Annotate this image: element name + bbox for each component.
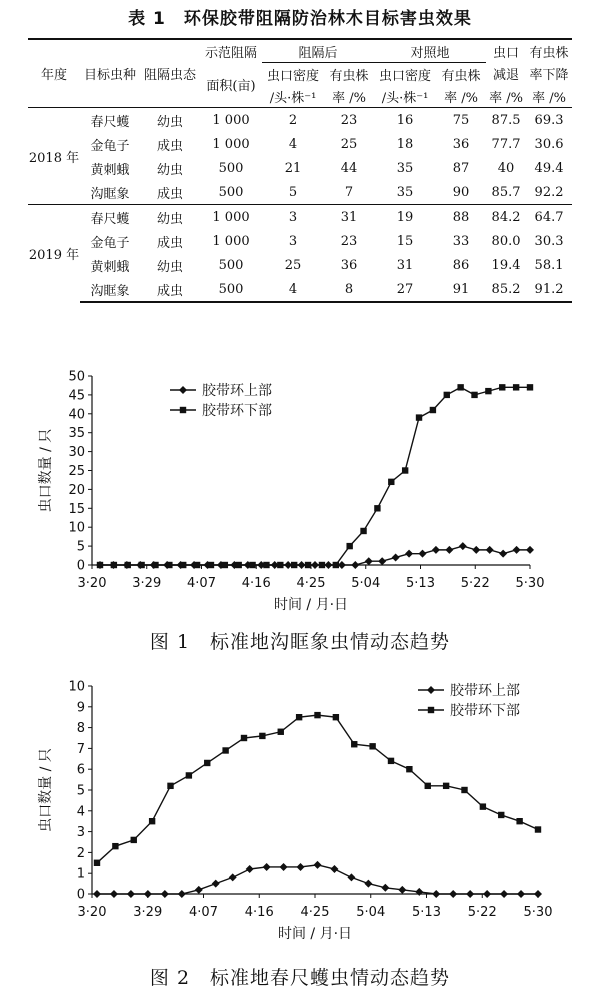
table-cell: 成虫 — [156, 235, 183, 251]
header-stage: 阻隔虫态 — [140, 39, 200, 108]
data-point — [338, 561, 346, 569]
table-cell: 8 — [324, 277, 374, 302]
table-cell: 15 — [396, 233, 414, 249]
data-point — [535, 826, 541, 832]
data-point — [166, 562, 172, 568]
data-point — [378, 557, 386, 565]
data-point — [152, 562, 158, 568]
table-cell: 4 — [262, 277, 324, 302]
table-cell: 85.7 — [491, 184, 521, 200]
data-point — [195, 886, 203, 894]
table-cell: 500 — [218, 184, 244, 200]
header-control: 对照地 — [374, 39, 486, 63]
table-cell: 86 — [452, 257, 470, 273]
y-tick-label: 10 — [68, 520, 85, 536]
data-point — [186, 772, 192, 778]
table-cell: 500 — [218, 257, 244, 273]
data-point — [277, 562, 283, 568]
data-point — [263, 562, 269, 568]
data-point — [111, 562, 117, 568]
table-cell: 36 — [340, 257, 358, 273]
table-cell: 58.1 — [534, 257, 564, 273]
data-point — [449, 890, 457, 898]
data-point — [517, 890, 525, 898]
legend-label: 胶带环下部 — [202, 403, 272, 419]
y-axis-label: 虫口数量 / 只 — [38, 748, 54, 832]
data-point — [443, 783, 449, 789]
table-cell: 成虫 — [140, 277, 200, 302]
table-cell: 幼虫 — [156, 162, 183, 178]
x-tick-label: 4·16 — [241, 576, 271, 591]
series-line — [97, 865, 538, 894]
data-point — [208, 562, 214, 568]
data-point — [432, 890, 440, 898]
table-row — [28, 253, 572, 277]
table-cell: 3 — [262, 205, 324, 230]
y-tick-label: 10 — [68, 679, 85, 695]
data-point — [534, 890, 542, 898]
header-decline-1: 有虫株 — [526, 39, 572, 63]
header-reduction-2: 减退 — [493, 68, 520, 84]
data-point — [246, 865, 254, 873]
data-point — [527, 384, 533, 390]
y-tick-label: 4 — [76, 804, 85, 820]
table-cell: 成虫 — [156, 186, 183, 202]
table-cell: 18 — [396, 136, 414, 152]
header-area-2: 面积(亩) — [206, 79, 256, 95]
data-point — [432, 546, 440, 554]
x-tick-label: 4·07 — [187, 576, 216, 591]
data-point — [296, 714, 302, 720]
data-point — [472, 546, 480, 554]
table-cell: 3 — [288, 233, 298, 249]
header-reduction-3: 率 /% — [489, 90, 523, 106]
header-ctrl-infested-2: 率 /% — [444, 90, 478, 106]
legend-marker — [427, 686, 435, 694]
x-tick-label: 5·30 — [515, 576, 545, 591]
data-point — [194, 562, 200, 568]
table-cell: 春尺蠖 — [80, 205, 140, 230]
y-tick-label: 3 — [76, 825, 85, 841]
data-point — [144, 890, 152, 898]
data-point — [180, 562, 186, 568]
data-point — [364, 880, 372, 888]
x-axis-label: 时间 / 月·日 — [273, 597, 349, 613]
results-table — [28, 38, 572, 303]
data-point — [392, 553, 400, 561]
data-point — [314, 712, 320, 718]
table-cell: 90 — [452, 184, 470, 200]
table-cell: 84.2 — [486, 205, 526, 230]
header-density-1: 虫口密度 — [266, 68, 319, 84]
data-point — [212, 880, 220, 888]
legend-marker — [180, 407, 186, 413]
table-cell: 75 — [436, 108, 486, 133]
data-point — [110, 890, 118, 898]
table-cell: 19.4 — [491, 257, 521, 273]
table-row — [28, 180, 572, 205]
data-point — [388, 479, 394, 485]
table-cell: 春尺蠖 — [80, 108, 140, 133]
data-point — [445, 546, 453, 554]
y-axis-label: 虫口数量 / 只 — [38, 428, 54, 513]
table-cell: 幼虫 — [140, 205, 200, 230]
y-tick-label: 40 — [68, 407, 85, 423]
table-cell: 16 — [374, 108, 436, 133]
y-tick-label: 45 — [68, 388, 85, 404]
table-cell: 25 — [284, 257, 302, 273]
table-row — [28, 277, 572, 302]
data-point — [374, 505, 380, 511]
data-point — [402, 467, 408, 473]
data-point — [471, 392, 477, 398]
table-cell: 49.4 — [534, 160, 564, 176]
legend-label: 胶带环上部 — [450, 683, 520, 699]
data-point — [280, 863, 288, 871]
table-cell: 64.7 — [526, 205, 572, 230]
header-species: 目标虫种 — [80, 39, 140, 108]
header-density-2: /头·株⁻¹ — [269, 90, 317, 106]
table-cell: 黄刺蛾 — [90, 259, 130, 275]
table-cell: 23 — [324, 108, 374, 133]
table-cell: 91 — [436, 277, 486, 302]
table-cell: 69.3 — [526, 108, 572, 133]
data-point — [457, 384, 463, 390]
header-year: 年度 — [28, 39, 80, 108]
data-point — [149, 818, 155, 824]
table-cell: 30.3 — [534, 233, 564, 249]
series-line — [97, 715, 538, 863]
table-cell: 金龟子 — [90, 235, 130, 251]
header-area-1: 示范阻隔 — [200, 39, 262, 63]
data-point — [516, 818, 522, 824]
data-point — [204, 760, 210, 766]
table-cell: 25 — [340, 136, 358, 152]
data-point — [461, 787, 467, 793]
data-point — [249, 562, 255, 568]
data-point — [416, 414, 422, 420]
x-tick-label: 5·22 — [467, 905, 497, 920]
table-cell: 1 000 — [212, 233, 250, 249]
data-point — [314, 861, 322, 869]
y-tick-label: 9 — [76, 700, 85, 716]
data-point — [259, 733, 265, 739]
header-infested-1: 有虫株 — [329, 68, 369, 84]
data-point — [405, 550, 413, 558]
y-tick-label: 20 — [68, 482, 85, 498]
table-cell: 5 — [288, 184, 298, 200]
data-point — [97, 562, 103, 568]
year-cell: 2019 年 — [28, 205, 80, 303]
data-point — [222, 562, 228, 568]
table-cell: 33 — [452, 233, 470, 249]
legend-label: 胶带环上部 — [202, 383, 272, 399]
data-point — [483, 890, 491, 898]
x-axis-label: 时间 / 月·日 — [277, 926, 353, 942]
figure-caption: 图 1 标准地沟眶象虫情动态趋势 — [149, 631, 451, 653]
data-point — [305, 562, 311, 568]
y-tick-label: 5 — [76, 539, 85, 555]
table-cell: 23 — [340, 233, 358, 249]
y-tick-label: 5 — [76, 783, 85, 799]
data-point — [388, 758, 394, 764]
x-tick-label: 5·13 — [406, 576, 435, 591]
table-cell: 35 — [396, 160, 414, 176]
table-cell: 4 — [288, 136, 298, 152]
x-tick-label: 4·16 — [244, 905, 274, 920]
data-point — [346, 543, 352, 549]
table-cell: 44 — [340, 160, 358, 176]
data-point — [297, 863, 305, 871]
table-cell: 77.7 — [491, 136, 521, 152]
y-tick-label: 2 — [76, 845, 85, 861]
header-after: 阻隔后 — [262, 39, 374, 63]
y-tick-label: 25 — [68, 464, 85, 479]
data-point — [112, 843, 118, 849]
header-infested-2: 率 /% — [332, 90, 366, 106]
table-cell: 19 — [374, 205, 436, 230]
table-cell: 35 — [396, 184, 414, 200]
y-tick-label: 0 — [76, 558, 85, 574]
data-point — [333, 714, 339, 720]
x-tick-label: 5·04 — [351, 576, 381, 591]
data-point — [498, 812, 504, 818]
x-tick-label: 5·04 — [356, 905, 386, 920]
table-cell: 沟眶象 — [80, 277, 140, 302]
data-point — [360, 528, 366, 534]
data-point — [513, 384, 519, 390]
table-cell: 30.6 — [534, 136, 564, 152]
data-point — [241, 735, 247, 741]
data-point — [236, 562, 242, 568]
table-cell: 92.2 — [534, 184, 564, 200]
table-cell: 黄刺蛾 — [90, 162, 130, 178]
data-point — [278, 729, 284, 735]
table-row — [28, 108, 572, 133]
header-ctrl-density-2: /头·株⁻¹ — [381, 90, 429, 106]
table-cell: 87.5 — [486, 108, 526, 133]
data-point — [369, 743, 375, 749]
data-point — [459, 542, 467, 550]
y-tick-label: 15 — [68, 501, 85, 517]
table-cell: 沟眶象 — [90, 186, 130, 202]
y-tick-label: 8 — [76, 721, 85, 737]
data-point — [291, 562, 297, 568]
data-point — [178, 890, 186, 898]
data-point — [526, 546, 534, 554]
table-cell: 31 — [396, 257, 414, 273]
x-tick-label: 4·25 — [296, 576, 326, 591]
header-reduction-1: 虫口 — [486, 39, 526, 63]
data-point — [486, 546, 494, 554]
table-cell: 2 — [262, 108, 324, 133]
table-cell: 80.0 — [491, 233, 521, 249]
table-cell: 幼虫 — [156, 259, 183, 275]
data-point — [161, 890, 169, 898]
data-point — [94, 860, 100, 866]
data-point — [138, 562, 144, 568]
header-ctrl-infested-1: 有虫株 — [441, 68, 481, 84]
data-point — [351, 561, 359, 569]
data-point — [347, 873, 355, 881]
table-cell: 500 — [218, 160, 244, 176]
x-tick-label: 5·30 — [523, 905, 553, 920]
data-point — [229, 873, 237, 881]
figure-caption: 图 2 标准地春尺蠖虫情动态趋势 — [149, 967, 451, 989]
table-cell: 21 — [284, 160, 302, 176]
x-tick-label: 5·22 — [460, 576, 490, 591]
table-cell: 88 — [436, 205, 486, 230]
x-tick-label: 3·20 — [77, 576, 107, 591]
data-point — [499, 550, 507, 558]
table-cell: 1 000 — [200, 108, 262, 133]
data-point — [263, 863, 271, 871]
y-tick-label: 30 — [68, 445, 85, 461]
table-cell: 40 — [497, 160, 515, 176]
table-cell: 幼虫 — [140, 108, 200, 133]
header-ctrl-density-1: 虫口密度 — [379, 68, 432, 84]
header-decline-3: 率 /% — [532, 90, 566, 106]
table-row — [28, 156, 572, 180]
data-point — [444, 392, 450, 398]
table-row — [28, 205, 572, 230]
data-point — [131, 837, 137, 843]
data-point — [480, 803, 486, 809]
data-point — [398, 886, 406, 894]
data-point — [485, 388, 491, 394]
data-point — [93, 890, 101, 898]
data-point — [513, 546, 521, 554]
legend-marker — [179, 386, 187, 394]
data-point — [319, 562, 325, 568]
x-tick-label: 3·20 — [77, 905, 107, 920]
table-cell: 91.2 — [526, 277, 572, 302]
data-point — [365, 557, 373, 565]
chart-figure-1 — [0, 358, 600, 676]
table-cell: 金龟子 — [90, 138, 130, 154]
table-cell: 85.2 — [486, 277, 526, 302]
legend-label: 胶带环下部 — [450, 703, 520, 719]
y-tick-label: 6 — [76, 762, 85, 778]
x-tick-label: 4·25 — [300, 905, 330, 920]
y-tick-label: 0 — [76, 887, 85, 903]
table-cell: 1 000 — [212, 136, 250, 152]
table-cell: 87 — [452, 160, 470, 176]
table-cell: 7 — [344, 184, 354, 200]
table-cell: 1 000 — [200, 205, 262, 230]
data-point — [425, 783, 431, 789]
data-point — [406, 766, 412, 772]
y-tick-label: 1 — [76, 866, 85, 882]
table-cell: 成虫 — [156, 138, 183, 154]
table-row — [28, 229, 572, 253]
legend-marker — [428, 707, 434, 713]
series-line — [100, 387, 530, 565]
table-cell: 27 — [374, 277, 436, 302]
x-tick-label: 3·29 — [132, 576, 162, 591]
y-tick-label: 35 — [68, 426, 85, 442]
x-tick-label: 5·13 — [412, 905, 441, 920]
data-point — [127, 890, 135, 898]
data-point — [167, 783, 173, 789]
data-point — [415, 888, 423, 896]
x-tick-label: 4·07 — [189, 905, 218, 920]
data-point — [333, 562, 339, 568]
chart-figure-2 — [0, 676, 600, 1004]
data-point — [499, 384, 505, 390]
data-point — [125, 562, 131, 568]
data-point — [330, 865, 338, 873]
y-tick-label: 50 — [68, 369, 85, 385]
y-tick-label: 7 — [76, 741, 85, 757]
data-point — [381, 884, 389, 892]
table-cell: 36 — [452, 136, 470, 152]
data-point — [351, 741, 357, 747]
data-point — [419, 550, 427, 558]
data-point — [466, 890, 474, 898]
header-decline-2: 率下降 — [529, 68, 569, 84]
table-cell: 31 — [324, 205, 374, 230]
table-title: 表 1 环保胶带阻隔防治林木目标害虫效果 — [128, 9, 472, 29]
header-row-1 — [28, 39, 572, 63]
data-point — [222, 747, 228, 753]
year-cell: 2018 年 — [28, 108, 80, 205]
x-tick-label: 3·29 — [133, 905, 163, 920]
table-row — [28, 132, 572, 156]
data-point — [500, 890, 508, 898]
table-cell: 500 — [200, 277, 262, 302]
data-point — [430, 407, 436, 413]
